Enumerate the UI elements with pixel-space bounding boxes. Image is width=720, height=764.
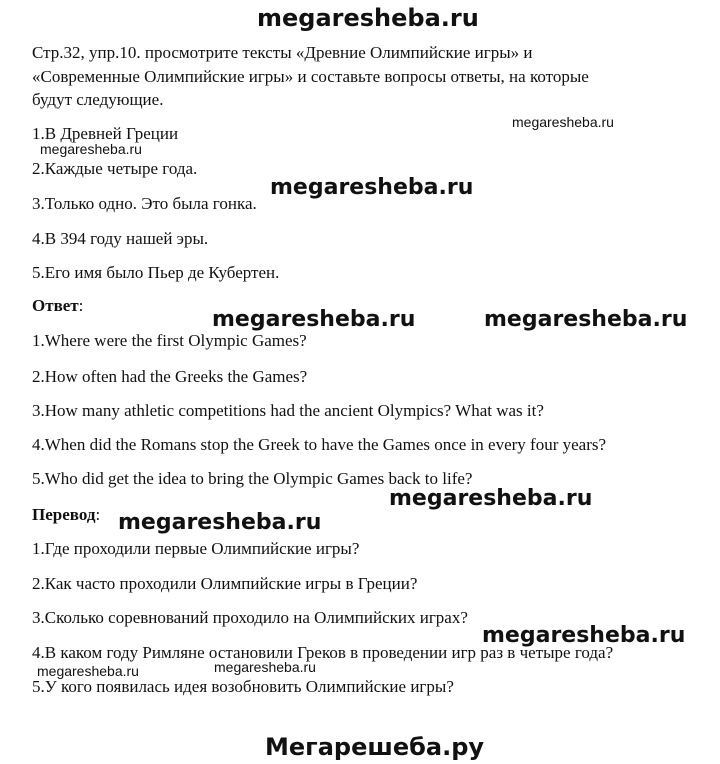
question-en-3: 3.How many athletic competitions had the ancient Olympics? What was it? bbox=[32, 401, 544, 420]
answer-heading-label: Ответ bbox=[32, 296, 79, 315]
translation-heading-colon: : bbox=[95, 505, 101, 524]
question-ru-1: 1.Где проходили первые Олимпийские игры? bbox=[32, 539, 360, 558]
question-ru-3: 3.Сколько соревнований проходило на Олимпийских играх? bbox=[32, 608, 468, 627]
task-line-1: Стр.32, упр.10. просмотрите тексты «Древние Олимпийские игры» и bbox=[32, 43, 533, 62]
watermark-small: megaresheba.ru bbox=[37, 663, 139, 679]
watermark-big: megaresheba.ru bbox=[212, 307, 416, 332]
watermark-big: megaresheba.ru bbox=[118, 510, 322, 535]
question-ru-2: 2.Как часто проходили Олимпийские игры в Греции? bbox=[32, 574, 418, 593]
translation-heading-label: Перевод bbox=[32, 505, 96, 524]
footer-watermark: Мегарешеба.ру bbox=[265, 733, 485, 761]
answer-ru-2: 2.Каждые четыре года. bbox=[32, 159, 198, 178]
watermark-big: megaresheba.ru bbox=[482, 623, 686, 648]
answer-ru-5: 5.Его имя было Пьер де Кубертен. bbox=[32, 263, 280, 282]
answer-heading bbox=[32, 296, 83, 316]
translation-heading bbox=[32, 505, 100, 525]
watermark-small: megaresheba.ru bbox=[40, 141, 142, 157]
watermark-small: megaresheba.ru bbox=[512, 114, 614, 130]
answer-heading-colon: : bbox=[78, 296, 84, 315]
question-ru-4: 4.В каком году Римляне остановили Греков в проведении игр раз в четыре года? bbox=[32, 643, 614, 662]
task-line-2: «Современные Олимпийские игры» и составьте вопросы ответы, на которые bbox=[32, 67, 589, 86]
answer-ru-4: 4.В 394 году нашей эры. bbox=[32, 229, 209, 248]
question-en-2: 2.How often had the Greeks the Games? bbox=[32, 367, 308, 386]
watermark-big: megaresheba.ru bbox=[484, 307, 688, 332]
answer-ru-1: 1.В Древней Греции bbox=[32, 124, 179, 143]
watermark-small: megaresheba.ru bbox=[214, 659, 316, 675]
question-en-5: 5.Who did get the idea to bring the Olympic Games back to life? bbox=[32, 469, 473, 488]
question-ru-5: 5.У кого появилась идея возобновить Олимпийские игры? bbox=[32, 677, 454, 696]
watermark-big: megaresheba.ru bbox=[270, 175, 474, 200]
task-line-3: будут следующие. bbox=[32, 90, 164, 109]
question-en-4: 4.When did the Romans stop the Greek to have the Games once in every four years? bbox=[32, 435, 607, 454]
answer-ru-3: 3.Только одно. Это была гонка. bbox=[32, 194, 257, 213]
question-en-1: 1.Where were the first Olympic Games? bbox=[32, 331, 307, 350]
watermark-big: megaresheba.ru bbox=[389, 486, 593, 511]
header-watermark: megaresheba.ru bbox=[257, 4, 479, 32]
